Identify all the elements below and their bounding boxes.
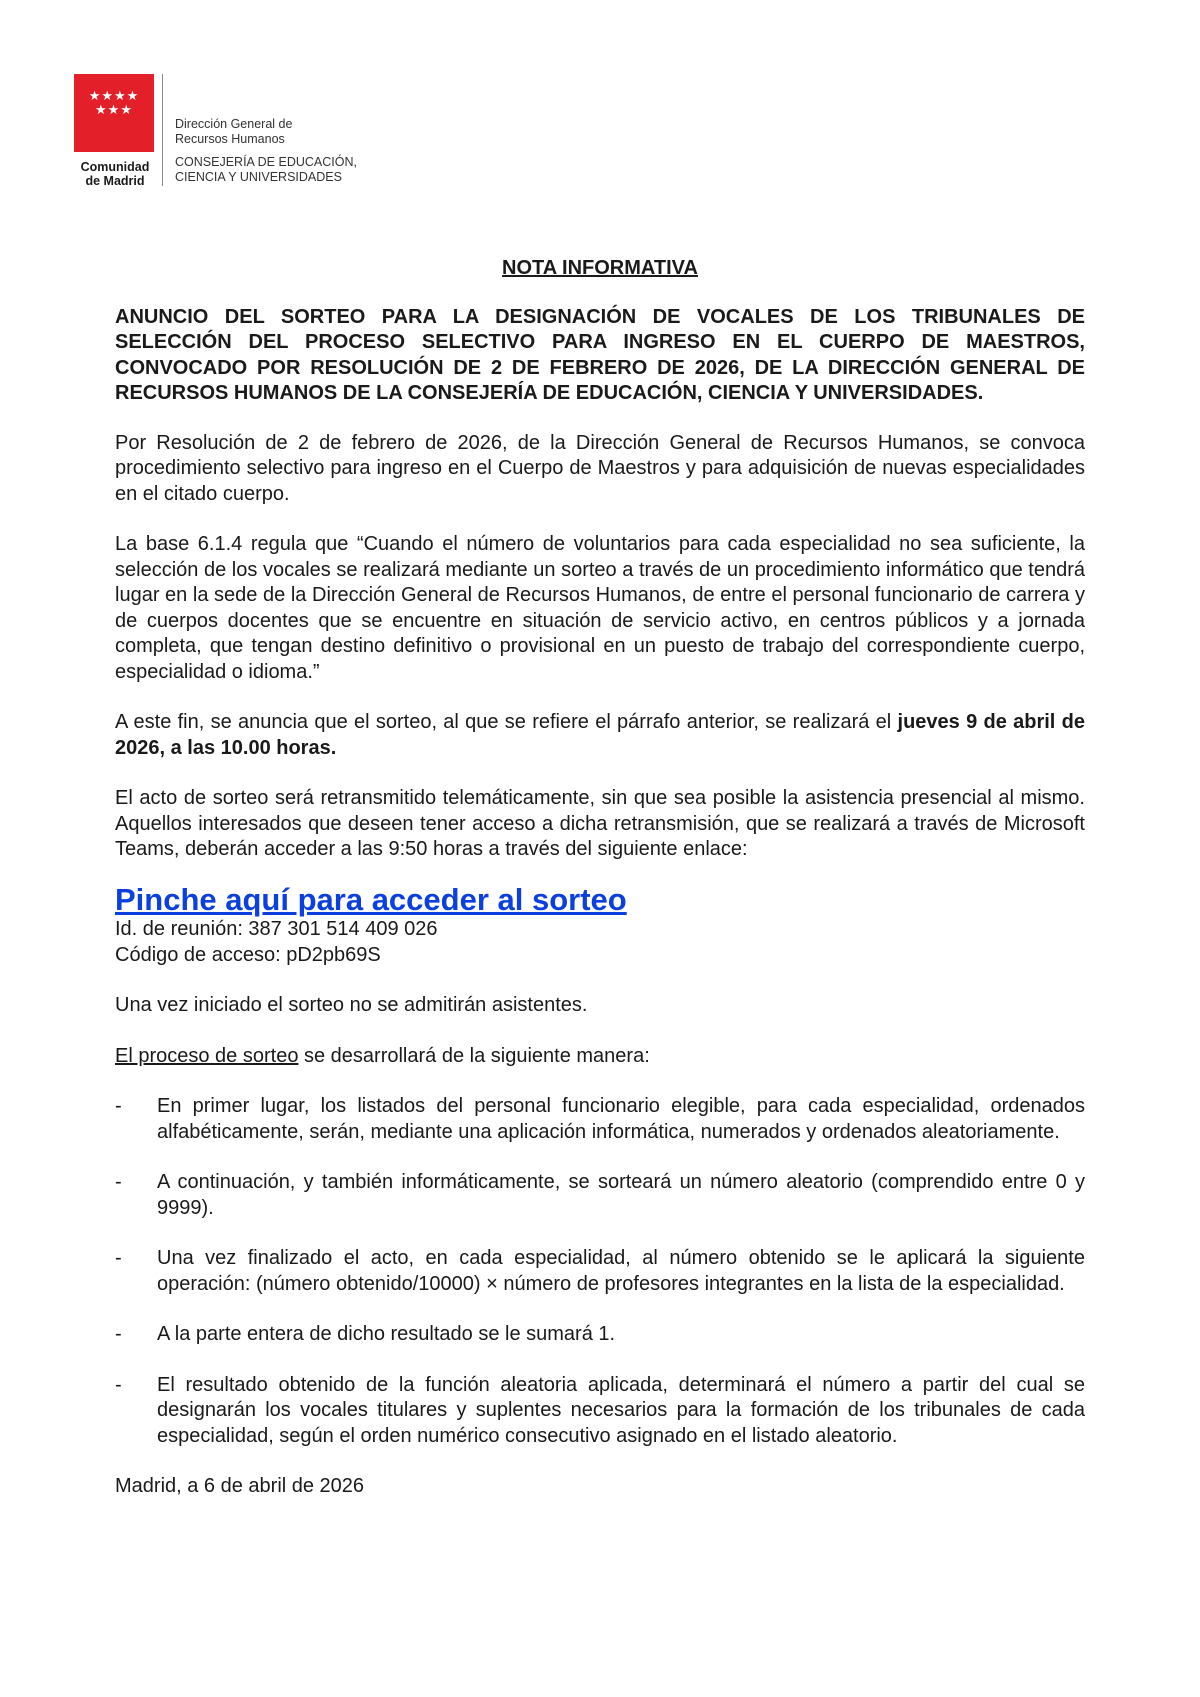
- step-text: Una vez finalizado el acto, en cada especialidad, al número obtenido se le aplicará la siguiente operación: (número obtenido/10000) × número de profesores integrantes en la lista de la especialidad.: [157, 1247, 1085, 1295]
- join-draw-link[interactable]: Pinche aquí para acceder al sorteo: [115, 881, 627, 917]
- access-code: Código de acceso: pD2pb69S: [115, 943, 381, 966]
- process-heading: El proceso de sorteo: [115, 1044, 299, 1067]
- paragraph-base-quote: La base 6.1.4 regula que “Cuando el número de voluntarios para cada especialidad no sea suficiente, la selección de los vocales se realizará mediante un sorteo a través de un procedimiento informático que tendrá lugar en la sede de la Dirección General de Recursos Humanos, de entre el personal funcionario de carrera y de cuerpos docentes que se encuentre en situación de servicio activo, en centros públicos y a jornada completa, que tengan destino definitivo o provisional en un puesto de trabajo del correspondiente cuerpo, especialidad o idioma.”: [115, 533, 1085, 683]
- comunidad-madrid-logo: [74, 74, 154, 188]
- step-text: En primer lugar, los listados del personal funcionario elegible, para cada especialidad, ordenados alfabéticamente, serán, mediante una aplicación informática, numerados y ordenados aleatoriamente.: [157, 1095, 1085, 1143]
- step-text: A continuación, y también informáticamente, se sorteará un número aleatorio (comprendido entre 0 y 9999).: [157, 1171, 1085, 1219]
- signoff-place-date: Madrid, a 6 de abril de 2026: [115, 1475, 365, 1497]
- department-line2: CIENCIA Y UNIVERSIDADES: [175, 170, 342, 184]
- list-marker: -: [115, 1247, 122, 1269]
- list-marker: -: [115, 1373, 122, 1396]
- step-text: A la parte entera de dicho resultado se le sumará 1.: [157, 1323, 616, 1345]
- directorate-line2: Recursos Humanos: [175, 132, 285, 146]
- process-intro-rest: se desarrollará de la siguiente manera:: [298, 1044, 650, 1067]
- document-subject: ANUNCIO DEL SORTEO PARA LA DESIGNACIÓN DE VOCALES DE LOS TRIBUNALES DE SELECCIÓN DEL PROCESO SELECTIVO PARA INGRESO EN EL CUERPO DE MAESTROS, CONVOCADO POR RESOLUCIÓN DE 2 DE FEBRERO DE 2026, DE LA DIRECCIÓN GENERAL DE RECURSOS HUMANOS DE LA CONSEJERÍA DE EDUCACIÓN, CIENCIA Y UNIVERSIDADES.: [115, 305, 1085, 404]
- draw-date-time: jueves 9 de abril de 2026, a las 10.00 horas.: [115, 711, 1085, 759]
- paragraph-broadcast: El acto de sorteo será retransmitido telemáticamente, sin que sea posible la asistencia presencial al mismo. Aquellos interesados que deseen tener acceso a dicha retransmisión, que se realizará a través de Microsoft Teams, deberán acceder a las 9:50 horas a través del siguiente enlace:: [115, 787, 1085, 860]
- date-announcement-text: A este fin, se anuncia que el sorteo, al que se refiere el párrafo anterior, se realizará el: [115, 711, 898, 733]
- step-text: El resultado obtenido de la función aleatoria aplicada, determinará el número a partir del cual se designarán los vocales titulares y suplentes necesarios para la formación de los tribunales de cada especialidad, según el orden numérico consecutivo asignado en el listado aleatorio.: [157, 1373, 1085, 1447]
- list-marker: -: [115, 1095, 122, 1117]
- list-marker: -: [115, 1323, 122, 1345]
- directorate-name: [175, 117, 292, 147]
- logo-wordmark-line1: Comunidad: [80, 160, 150, 174]
- document-title: NOTA INFORMATIVA: [502, 257, 698, 279]
- meeting-id: Id. de reunión: 387 301 514 409 026: [115, 918, 438, 940]
- department-line1: CONSEJERÍA DE EDUCACIÓN,: [175, 155, 357, 169]
- meeting-info: [115, 881, 1085, 969]
- paragraph-resolution: Por Resolución de 2 de febrero de 2026, de la Dirección General de Recursos Humanos, se convoca procedimiento selectivo para ingreso en el Cuerpo de Maestros y para adquisición de nuevas especialidades en el citado cuerpo.: [115, 431, 1085, 505]
- list-item: [115, 1373, 1085, 1450]
- directorate-line1: Dirección General de: [175, 117, 293, 131]
- department-name: [175, 155, 357, 185]
- logo-stars-icon: ★★★★ ★★★: [88, 89, 140, 118]
- header-divider: [162, 74, 163, 186]
- list-marker: -: [115, 1171, 122, 1193]
- list-item: [115, 1170, 1085, 1221]
- list-item: [115, 1246, 1085, 1297]
- logo-wordmark-line2: de Madrid: [85, 174, 145, 188]
- list-item: [115, 1322, 1085, 1348]
- paragraph-process-intro: [115, 1044, 1085, 1070]
- document-body: [115, 256, 1085, 1500]
- paragraph-date-announcement: [115, 710, 1085, 761]
- paragraph-no-late-attendees: Una vez iniciado el sorteo no se admitirán asistentes.: [115, 994, 588, 1016]
- logo-wordmark: [74, 160, 156, 188]
- list-item: [115, 1094, 1085, 1145]
- madrid-flag-icon: [74, 74, 154, 152]
- process-steps-list: [115, 1094, 1085, 1449]
